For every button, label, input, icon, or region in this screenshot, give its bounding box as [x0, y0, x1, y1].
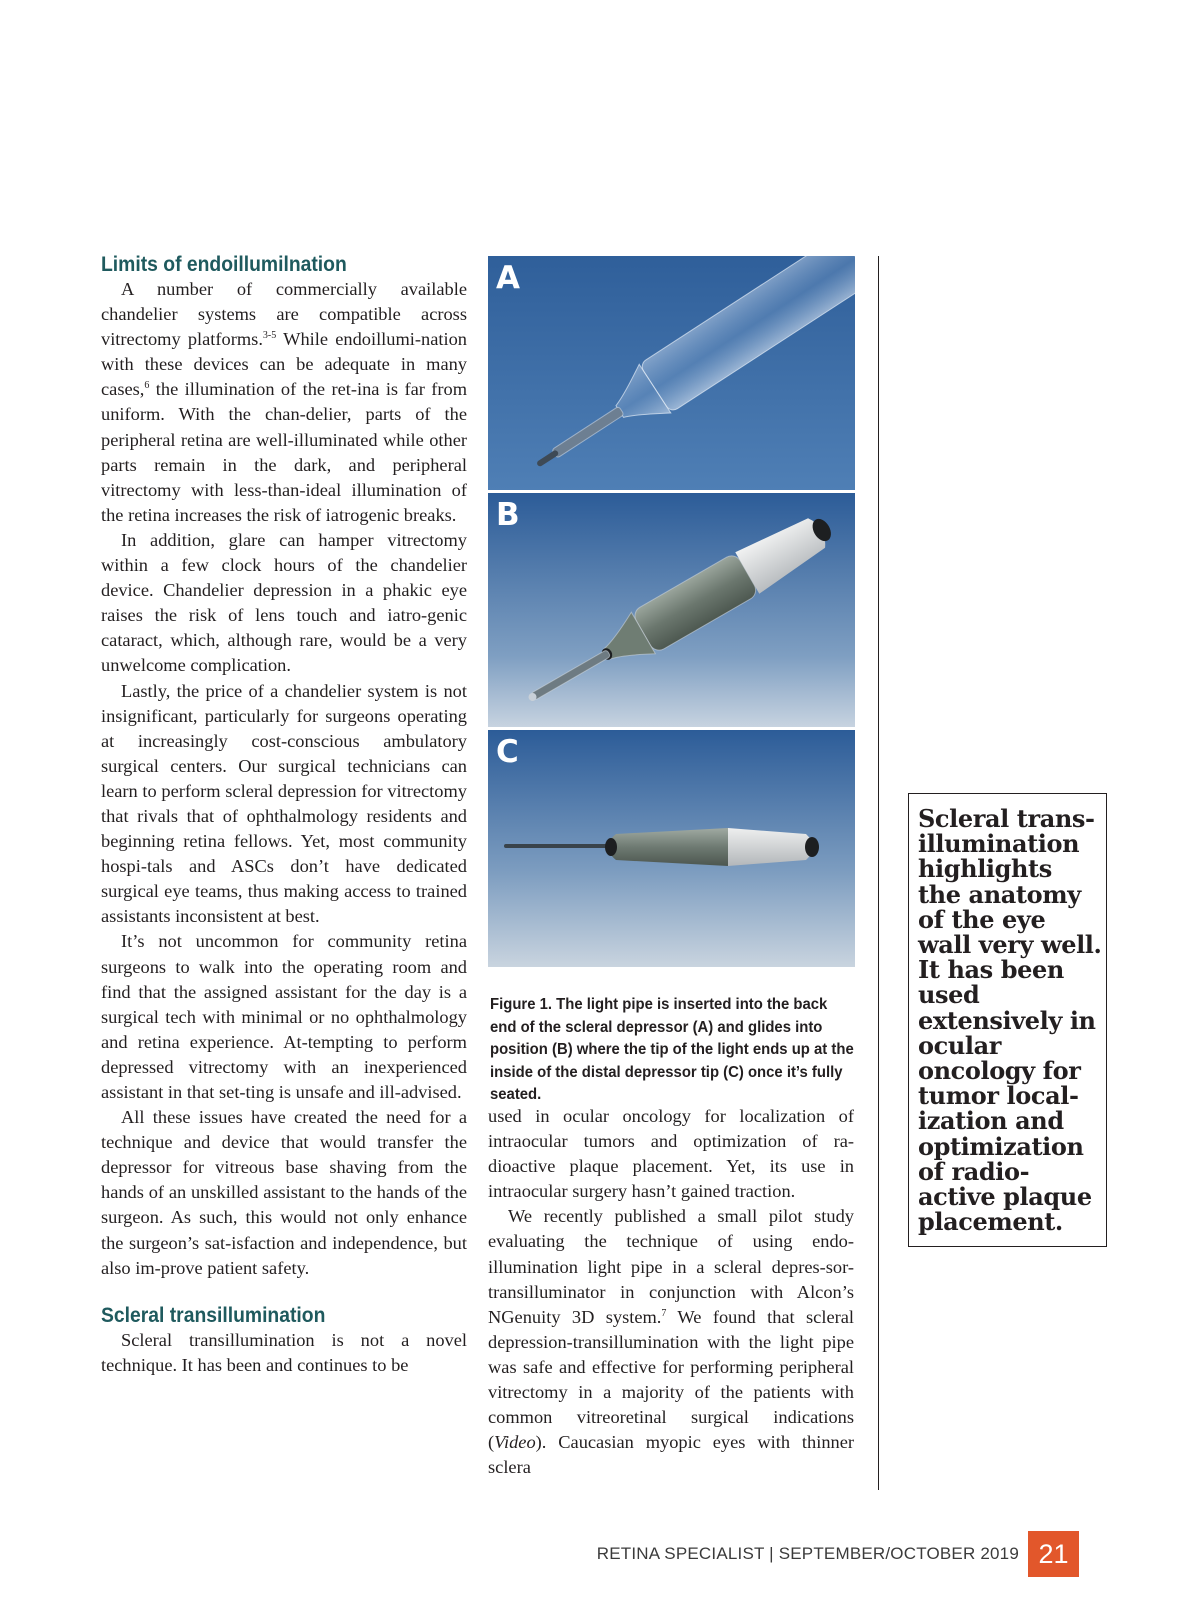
paragraph: Scleral transillumination is not a novel technique. It has been and continues to be [101, 1329, 467, 1375]
paragraph: A number of commercially available chandelier systems are compatible across vitrectomy platforms.$^{3-5}$ While endoillumi-nation with these devices can be adequate in many cases,$^6$ the illumination of the ret-ina is far from uniform. With the chan-delier, parts of the peripheral retina are well-illuminated while other parts remain in the dark, and peripheral vitrectomy with less-than-ideal illumination of the retina increases the risk of iatrogenic breaks. [101, 279, 467, 525]
figure-panel-a [488, 256, 855, 490]
paragraph: It’s not uncommon for community retina surgeons to walk into the operating room and find that the assigned assistant for the day is a surgical tech with minimal or no ophthalmology and retina experience. At-tempting to perform depressed vitrectomy with an inexperienced assistant in that set-ting is unsafe and ill-advised. [101, 931, 467, 1102]
video-reference: Video [494, 1432, 536, 1453]
left-column [101, 252, 467, 1378]
paragraph: used in ocular oncology for localization of intraocular tumors and optimization of ra-dioactive plaque placement. Yet, its use in intraocular surgery hasn’t gained traction. [488, 1106, 854, 1202]
depressor-illustration-c [488, 730, 855, 967]
section-heading-limits: Limits of endoillumilnation [101, 253, 347, 276]
page-number: 21 [1028, 1531, 1079, 1577]
figure-caption: Figure 1. The light pipe is inserted into the back end of the scleral depressor (A) and glides into position (B) where the tip of the light ends up at the inside of the distal depressor tip (C) once it’s fully seated. [490, 996, 854, 1103]
panel-label: A [496, 260, 520, 296]
paragraph: All these issues have created the need for a technique and device that would transfer the depressor for vitreous base shaving from the hands of an unskilled assistant to the hands of the surgeon. As such, this would not only enhance the surgeon’s sat-isfaction and independence, but also im-prove patient safety. [101, 1107, 467, 1278]
paragraph: Lastly, the price of a chandelier system is not insignificant, particularly for surgeons operating at increasingly cost-conscious ambulatory surgical centers. Our surgical technicians can learn to perform scleral depression for vitrectomy that rivals that of ophthalmology residents and beginning retina fellows. Yet, most community hospi-tals and ASCs don’t have dedicated surgical eye teams, thus making access to trained assistants inconsistent at best. [101, 680, 467, 927]
pull-quote [908, 793, 1107, 1247]
page-footer [597, 1531, 1079, 1577]
figure-panel-c [488, 730, 855, 967]
publication-line: RETINA SPECIALIST | SEPTEMBER/OCTOBER 2019 [596, 1544, 1019, 1563]
panel-label: B [496, 497, 520, 533]
column-divider [878, 256, 879, 1490]
figure-1 [488, 256, 855, 967]
citation-ref: 3-5 [262, 330, 277, 342]
pull-quote-text: Scleral trans-illumination highlights the anatomy of the eye wall very well. It has been used extensively in ocular oncology for tumor local-ization and optimization of radio-active plaque placement. [918, 804, 1102, 1237]
citation-ref: 6 [144, 380, 150, 392]
section-heading-scleral: Scleral transillumination [101, 1303, 326, 1327]
depressor-illustration-a [488, 256, 855, 490]
paragraph: In addition, glare can hamper vitrectomy within a few clock hours of the chandelier device. Chandelier depression in a phakic eye raises the risk of lens touch and iatro-genic cataract, which, although rare, would be a very unwelcome complication. [101, 529, 467, 676]
depressor-illustration-b [488, 493, 855, 727]
middle-column [488, 1104, 854, 1480]
panel-label: C [496, 734, 519, 770]
paragraph: We recently published a small pilot study evaluating the technique of using endo-illumination light pipe in a scleral depres-sor-transilluminator in conjunction with Alcon’s NGenuity 3D system.$^7$ We found that scleral depression-transillumination with the light pipe was safe and effective for performing peripheral vitrectomy in a majority of the patients with common vitreoretinal surgical indications (Video). Caucasian myopic eyes with thinner sclera [488, 1206, 855, 1478]
figure-panel-b [488, 493, 855, 727]
citation-ref: 7 [661, 1307, 667, 1319]
